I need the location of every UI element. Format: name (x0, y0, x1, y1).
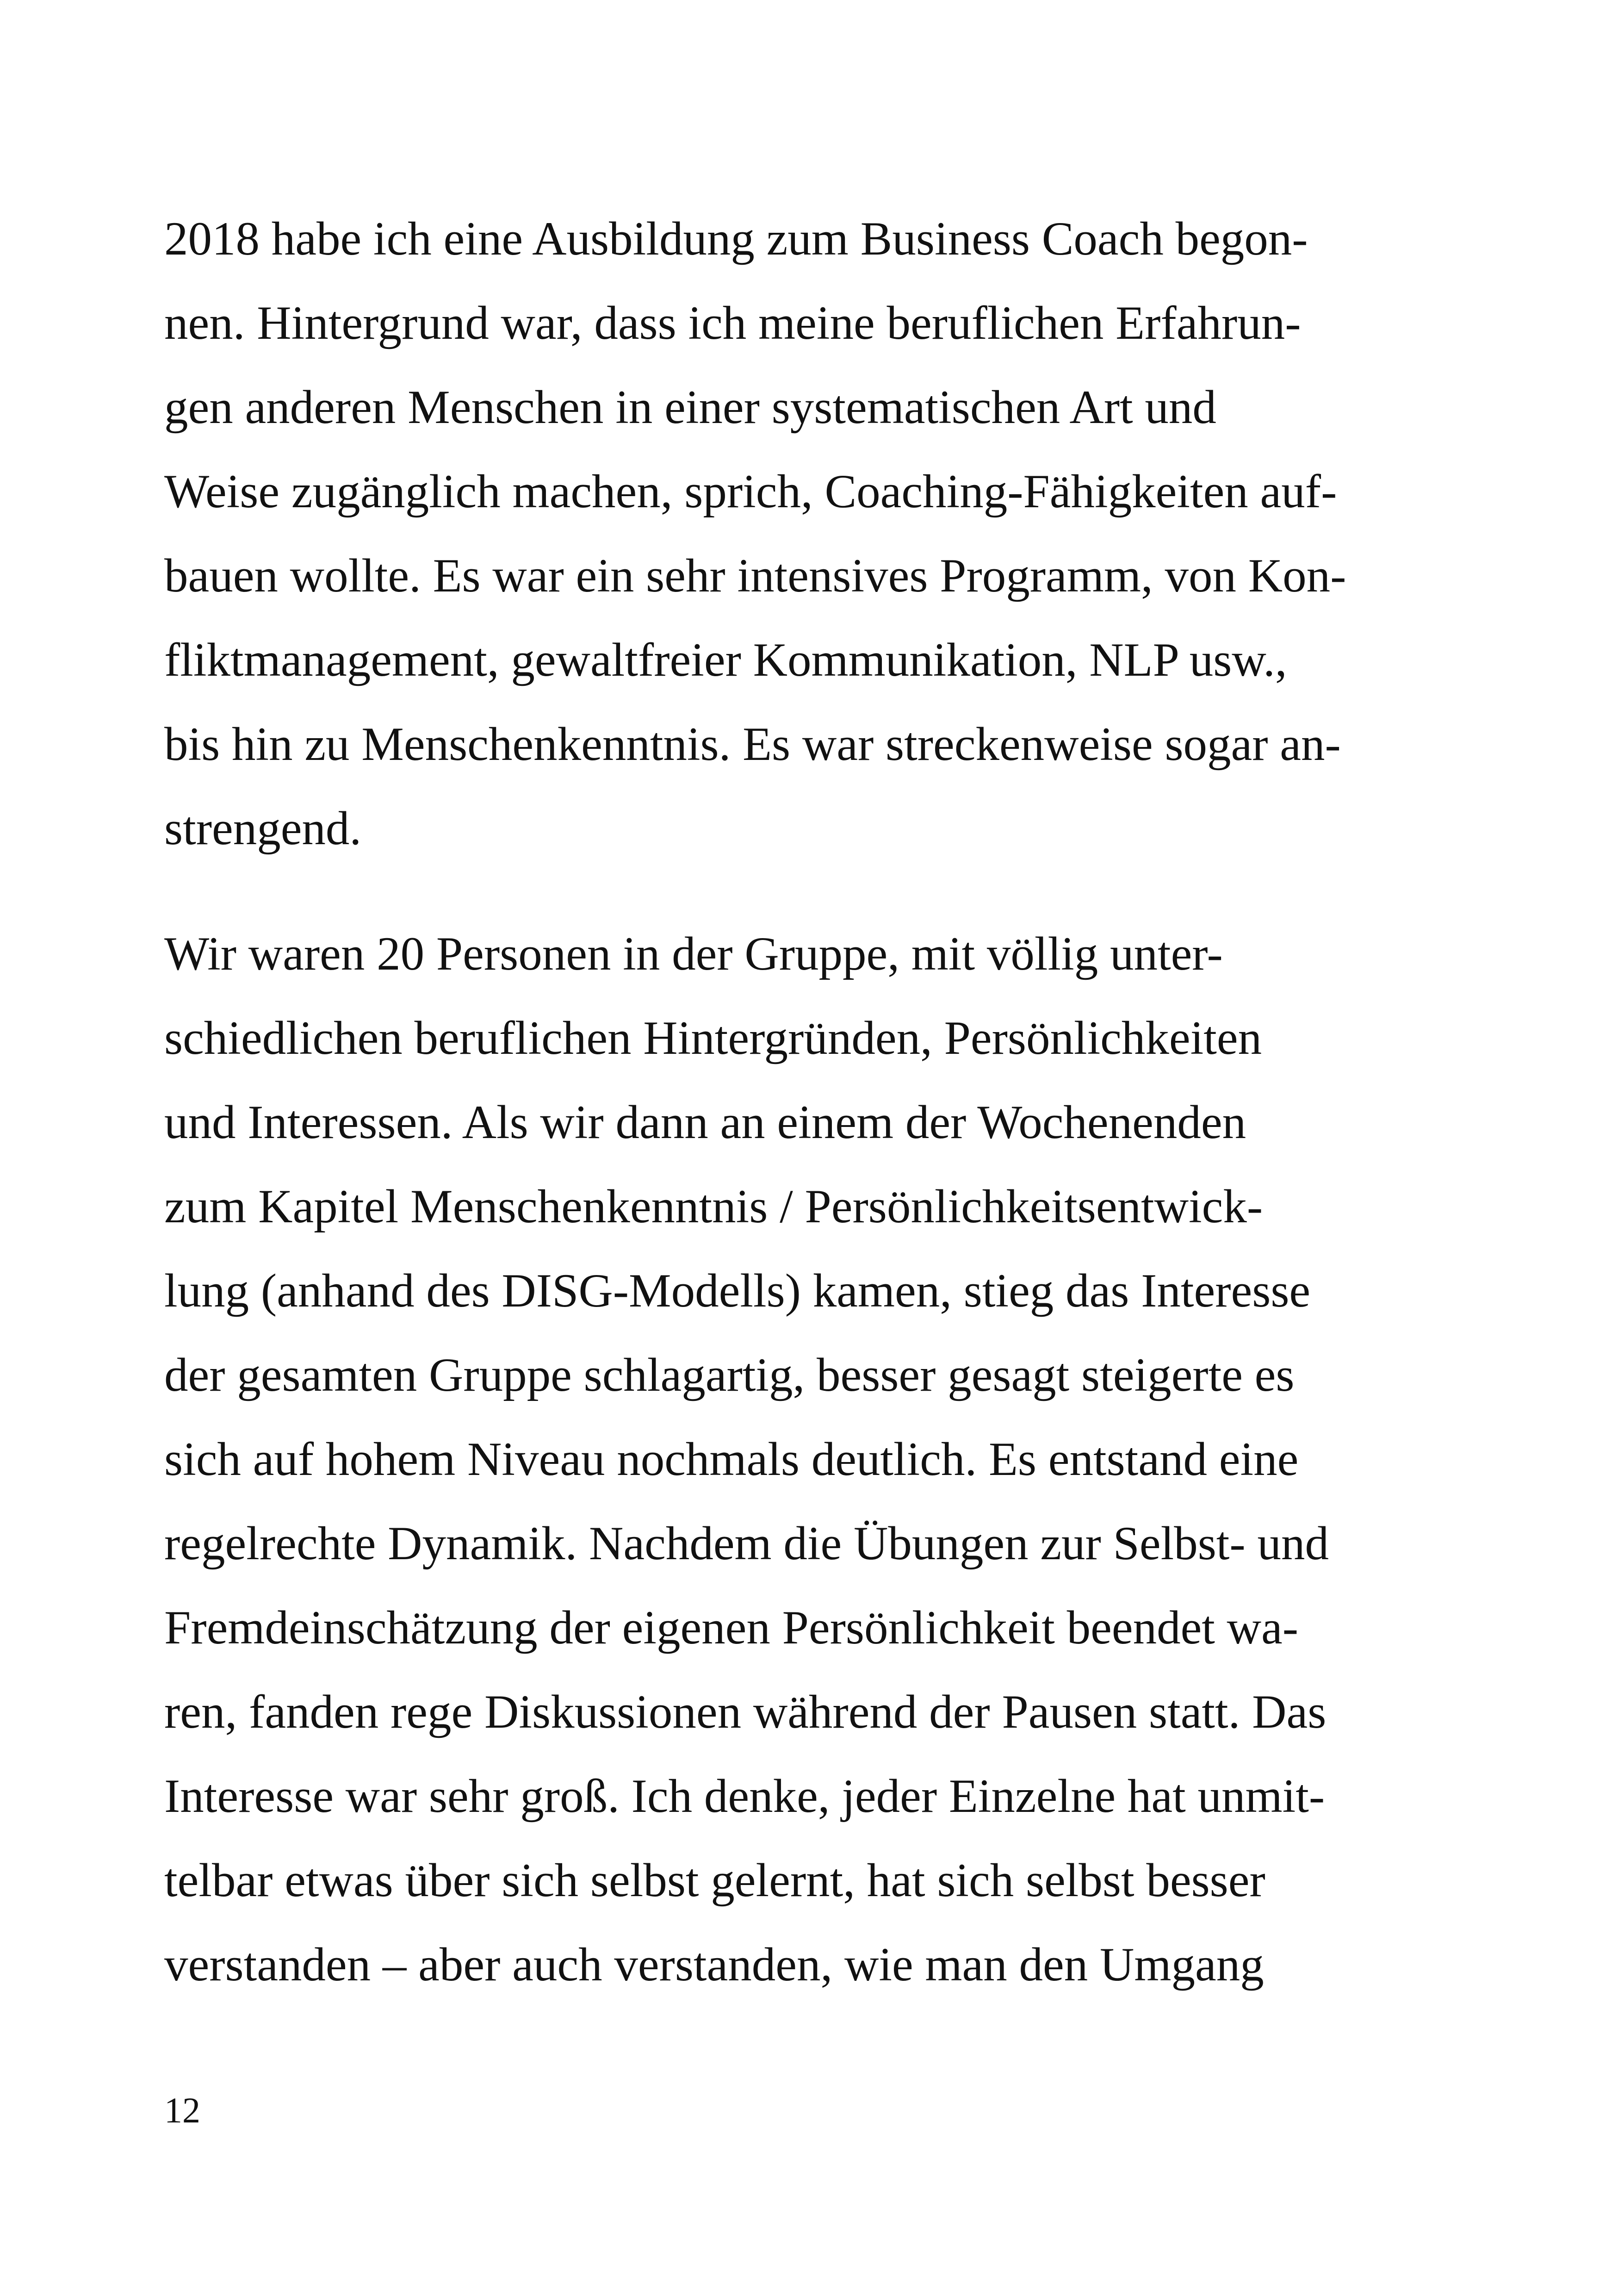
paragraph-2 (164, 912, 1460, 2007)
paragraph-line: Fremdeinschätzung der eigenen Persönlichkeit beendet wa- (164, 1601, 1299, 1654)
paragraph-line: zum Kapitel Menschenkenntnis / Persönlichkeitsentwick- (164, 1180, 1263, 1233)
paragraph-line: strengend. (164, 802, 362, 855)
paragraph-line: bauen wollte. Es war ein sehr intensives Programm, von Kon- (164, 549, 1346, 602)
paragraph-line: lung (anhand des DISG-Modells) kamen, stieg das Interesse (164, 1264, 1311, 1317)
paragraph-line: sich auf hohem Niveau nochmals deutlich. Es entstand eine (164, 1433, 1299, 1486)
paragraph-line: Wir waren 20 Personen in der Gruppe, mit völlig unter- (164, 927, 1223, 980)
paragraph-line: 2018 habe ich eine Ausbildung zum Business Coach begon- (164, 212, 1308, 265)
paragraph-line: fliktmanagement, gewaltfreier Kommunikation, NLP usw., (164, 634, 1287, 686)
paragraph-line: der gesamten Gruppe schlagartig, besser gesagt steigerte es (164, 1349, 1295, 1401)
paragraph-line: bis hin zu Menschenkenntnis. Es war streckenweise sogar an- (164, 718, 1341, 771)
paragraph-line: Weise zugänglich machen, sprich, Coaching-Fähigkeiten auf- (164, 465, 1337, 518)
paragraph-line: und Interessen. Als wir dann an einem der Wochenenden (164, 1096, 1246, 1149)
paragraph-line: verstanden – aber auch verstanden, wie man den Umgang (164, 1938, 1264, 1991)
page-number: 12 (164, 2090, 200, 2130)
paragraph-line: Interesse war sehr groß. Ich denke, jeder Einzelne hat unmit- (164, 1770, 1325, 1823)
paragraph-line: telbar etwas über sich selbst gelernt, hat sich selbst besser (164, 1854, 1265, 1907)
paragraph-line: gen anderen Menschen in einer systematischen Art und (164, 381, 1216, 434)
paragraph-line: regelrechte Dynamik. Nachdem die Übungen zur Selbst- und (164, 1517, 1329, 1570)
paragraph-line: schiedlichen beruflichen Hintergründen, Persönlichkeiten (164, 1012, 1262, 1064)
paragraph-1 (164, 197, 1460, 871)
paragraph-line: ren, fanden rege Diskussionen während der Pausen statt. Das (164, 1686, 1327, 1738)
paragraph-line: nen. Hintergrund war, dass ich meine beruflichen Erfahrun- (164, 297, 1301, 349)
